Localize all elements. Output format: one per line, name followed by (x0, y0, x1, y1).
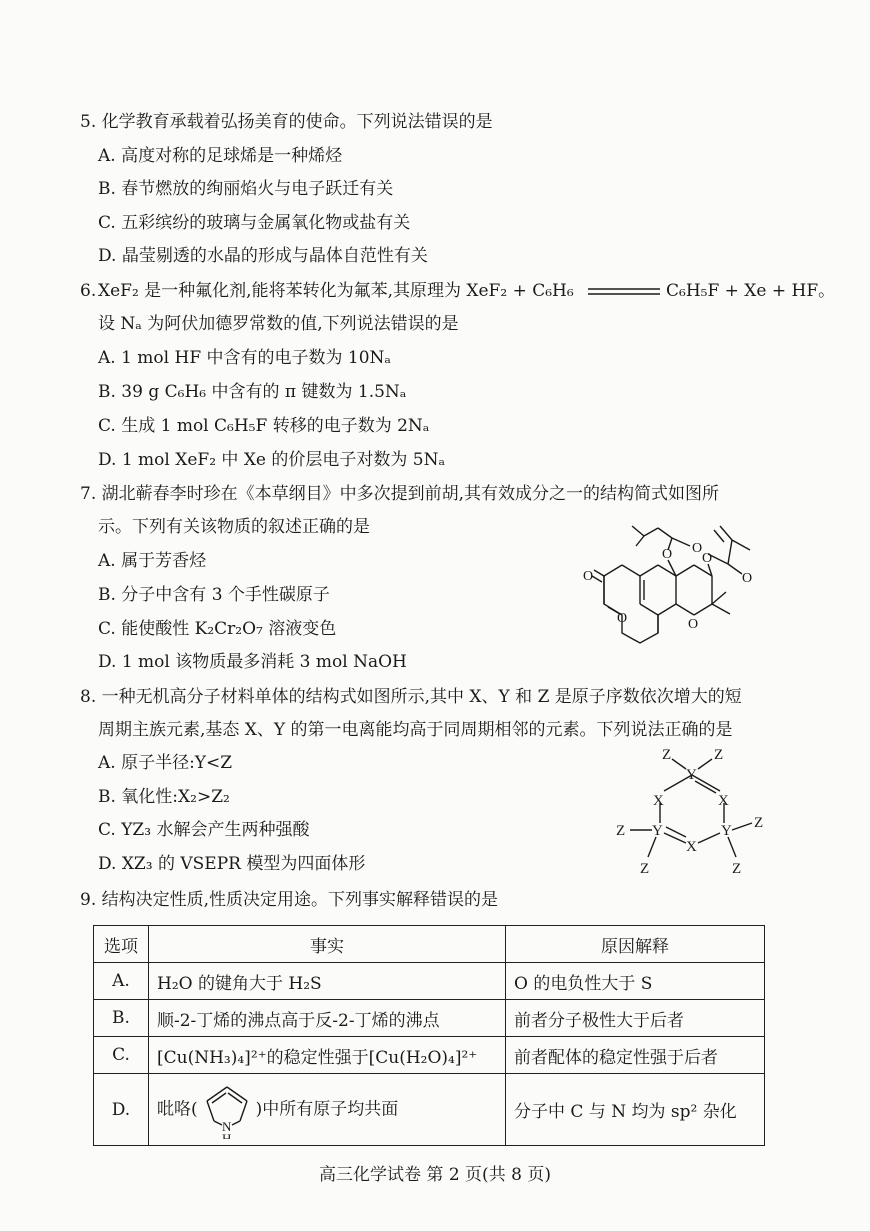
q9-table (93, 925, 765, 1146)
row-option: C. (94, 1037, 149, 1074)
header-reason: 原因解释 (506, 926, 765, 963)
row-option: B. (94, 1000, 149, 1037)
q5-option-c: C. 五彩缤纷的玻璃与金属氧化物或盐有关 (98, 213, 411, 233)
page-footer: 高三化学试卷 第 2 页(共 8 页) (319, 1165, 551, 1185)
table-row (94, 963, 765, 1000)
row-fact: H₂O 的键角大于 H₂S (149, 963, 506, 1000)
q8-ring-structure (612, 745, 772, 880)
q8-option-c: C. YZ₃ 水解会产生两种强酸 (98, 820, 310, 840)
q6-equation-rhs: C₆H₅F + Xe + HF。 (666, 281, 836, 301)
pyrrole-text-pre: 吡咯( (157, 1099, 198, 1119)
q7-stem-1: 7. 湖北蕲春李时珍在《本草纲目》中多次提到前胡,其有效成分之一的结构简式如图所 (80, 484, 720, 504)
atom-o-carbonyl-2: O (692, 541, 703, 556)
table-row (94, 1037, 765, 1074)
row-option: A. (94, 963, 149, 1000)
pyrrole-structure (198, 1081, 256, 1139)
row-fact: 顺-2-丁烯的沸点高于反-2-丁烯的沸点 (149, 1000, 506, 1037)
atom-n: N (221, 1118, 232, 1134)
row-option: D. (94, 1074, 149, 1146)
q5-stem: 5. 化学教育承载着弘扬美育的使命。下列说法错误的是 (80, 112, 493, 132)
row-reason: 前者配体的稳定性强于后者 (506, 1037, 765, 1074)
q8-stem-2: 周期主族元素,基态 X、Y 的第一电离能均高于同周期相邻的元素。下列说法正确的是 (98, 720, 733, 740)
q7-molecule-structure (580, 508, 780, 658)
q8-stem-1: 8. 一种无机高分子材料单体的结构式如图所示,其中 X、Y 和 Z 是原子序数依次增大的短 (80, 687, 742, 707)
atom-x-right: X (718, 793, 729, 809)
row-reason: O 的电负性大于 S (506, 963, 765, 1000)
q7-stem-2: 示。下列有关该物质的叙述正确的是 (98, 517, 370, 537)
atom-o-carbonyl-3: O (742, 571, 753, 586)
atom-o-carbonyl-1: O (583, 569, 594, 584)
atom-z-5: Z (754, 815, 764, 831)
atom-z-3: Z (616, 823, 626, 839)
atom-z-4: Z (640, 861, 650, 877)
atom-y-top: Y (686, 767, 697, 783)
atom-y-left: Y (652, 823, 663, 839)
q6-line2: 设 Nₐ 为阿伏加德罗常数的值,下列说法错误的是 (98, 314, 459, 334)
atom-z-6: Z (732, 861, 742, 877)
table-row (94, 1000, 765, 1037)
row-reason: 分子中 C 与 N 均为 sp² 杂化 (506, 1074, 765, 1146)
atom-z-1: Z (662, 747, 672, 763)
atom-o-ring-1: O (617, 611, 628, 626)
q9-stem: 9. 结构决定性质,性质决定用途。下列事实解释错误的是 (80, 890, 499, 910)
q5-option-d: D. 晶莹剔透的水晶的形成与晶体自范性有关 (98, 246, 428, 266)
q7-option-d: D. 1 mol 该物质最多消耗 3 mol NaOH (98, 652, 407, 672)
atom-h: H (221, 1130, 232, 1139)
row-fact: [Cu(NH₃)₄]²⁺的稳定性强于[Cu(H₂O)₄]²⁺ (149, 1037, 506, 1074)
header-option: 选项 (94, 926, 149, 963)
q5-option-b: B. 春节燃放的绚丽焰火与电子跃迁有关 (98, 179, 394, 199)
q6-num: 6. (80, 281, 97, 301)
q6-equation-lhs: XeF₂ 是一种氟化剂,能将苯转化为氟苯,其原理为 XeF₂ + C₆H₆ (98, 281, 574, 301)
q6-option-d: D. 1 mol XeF₂ 中 Xe 的价层电子对数为 5Nₐ (98, 450, 446, 470)
atom-x-left: X (653, 793, 664, 809)
q8-option-b: B. 氧化性:X₂>Z₂ (98, 787, 230, 807)
atom-z-2: Z (714, 747, 724, 763)
q8-option-d: D. XZ₃ 的 VSEPR 模型为四面体形 (98, 854, 366, 874)
atom-y-right: Y (721, 823, 732, 839)
q7-option-b: B. 分子中含有 3 个手性碳原子 (98, 585, 330, 605)
row-fact (149, 1074, 506, 1146)
q6-option-a: A. 1 mol HF 中含有的电子数为 10Nₐ (98, 348, 391, 368)
atom-o-ring-2: O (688, 617, 699, 632)
q8-option-a: A. 原子半径:Y<Z (98, 753, 233, 773)
table-row (94, 1074, 765, 1146)
q7-option-a: A. 属于芳香烃 (98, 551, 207, 571)
header-fact: 事实 (149, 926, 506, 963)
table-header-row (94, 926, 765, 963)
atom-o-ester-1: O (662, 547, 673, 562)
q6-option-c: C. 生成 1 mol C₆H₅F 转移的电子数为 2Nₐ (98, 416, 430, 436)
q7-option-c: C. 能使酸性 K₂Cr₂O₇ 溶液变色 (98, 619, 337, 639)
equals-arrow (588, 287, 660, 297)
pyrrole-text-post: )中所有原子均共面 (255, 1099, 399, 1119)
atom-x-bottom: X (686, 839, 697, 855)
q5-option-a: A. 高度对称的足球烯是一种烯烃 (98, 146, 343, 166)
row-reason: 前者分子极性大于后者 (506, 1000, 765, 1037)
q6-option-b: B. 39 g C₆H₆ 中含有的 π 键数为 1.5Nₐ (98, 382, 407, 402)
atom-o-ester-2: O (702, 551, 713, 566)
